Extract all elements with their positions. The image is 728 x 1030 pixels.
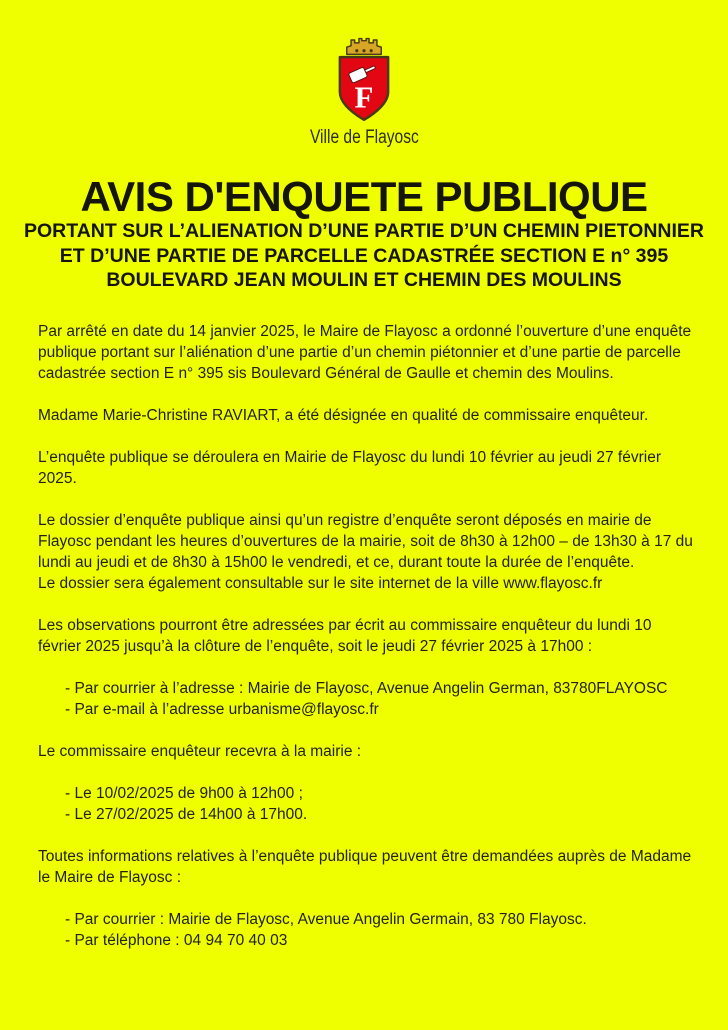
paragraph-dossier-line1: Le dossier d’enquête publique ainsi qu’un registre d’enquête seront déposés en mairie de Flayosc pendant les heures d’ouvertures de la mairie, soit de 8h30 à 12h00 – de 13h30 à 17 du lundi au jeudi et de 8h30 à 15h00 le vendredi, et ce, durant toute la durée de l’enquête. (38, 511, 693, 571)
paragraph-deroulement: L’enquête publique se déroulera en Mairie de Flayosc du lundi 10 février au jeudi 27 février 2025. (38, 448, 661, 487)
subtitle-line-2: ET D’UNE PARTIE DE PARCELLE CADASTRÉE SECTION E n° 395 (59, 244, 669, 267)
infos-list (38, 909, 694, 951)
shield-letter: F (354, 79, 374, 115)
paragraph-arrete: Par arrêté en date du 14 janvier 2025, le Maire de Flayosc a ordonné l’ouverture d’une enquête publique portant sur l’aliénation d’une partie d’un chemin piétonnier et d’une partie de parcelle cadastrée section E n° 395 sis Boulevard Général de Gaulle et chemin des Moulins. (38, 322, 692, 382)
list-item: - Par courrier : Mairie de Flayosc, Avenue Angelin Germain, 83 780 Flayosc. (65, 910, 587, 928)
list-item: - Le 10/02/2025 de 9h00 à 12h00 ; (65, 784, 303, 802)
page-title: AVIS D'ENQUETE PUBLIQUE (80, 173, 648, 220)
subtitle-line-3: BOULEVARD JEAN MOULIN ET CHEMIN DES MOULINS (106, 269, 622, 291)
list-item: - Par e-mail à l’adresse urbanisme@flayosc.fr (65, 700, 379, 718)
list-item: - Le 27/02/2025 de 14h00 à 17h00. (65, 805, 308, 823)
list-item: - Par téléphone : 04 94 70 40 03 (65, 931, 288, 949)
paragraph-infos: Toutes informations relatives à l’enquête publique peuvent être demandées auprès de Madame le Maire de Flayosc : (38, 847, 692, 886)
paragraph-observations: Les observations pourront être adressées par écrit au commissaire enquêteur du lundi 10 février 2025 jusqu’à la clôture de l’enquête, soit le jeudi 27 février 2025 à 17h00 : (38, 616, 652, 655)
list-item: - Par courrier à l’adresse : Mairie de Flayosc, Avenue Angelin German, 83780FLAYOSC (65, 679, 668, 697)
paragraph-commissaire: Madame Marie-Christine RAVIART, a été désignée en qualité de commissaire enquêteur. (38, 406, 649, 424)
observations-list (38, 678, 694, 720)
paragraph-dossier (38, 510, 694, 594)
shield-icon (335, 53, 393, 123)
paragraph-dossier-line2: Le dossier sera également consultable sur le site internet de la ville www.flayosc.fr (38, 574, 603, 592)
reception-list (38, 783, 694, 825)
title-block (0, 175, 728, 293)
mural-crown-icon (341, 34, 387, 56)
city-logo (0, 0, 728, 149)
paragraph-reception: Le commissaire enquêteur recevra à la mairie : (38, 742, 362, 760)
notice-body (0, 321, 728, 951)
subtitle-line-1: PORTANT SUR L’ALIENATION D’UNE PARTIE D’UN CHEMIN PIETONNIER (24, 220, 704, 242)
org-name: Ville de Flayosc (309, 127, 419, 148)
